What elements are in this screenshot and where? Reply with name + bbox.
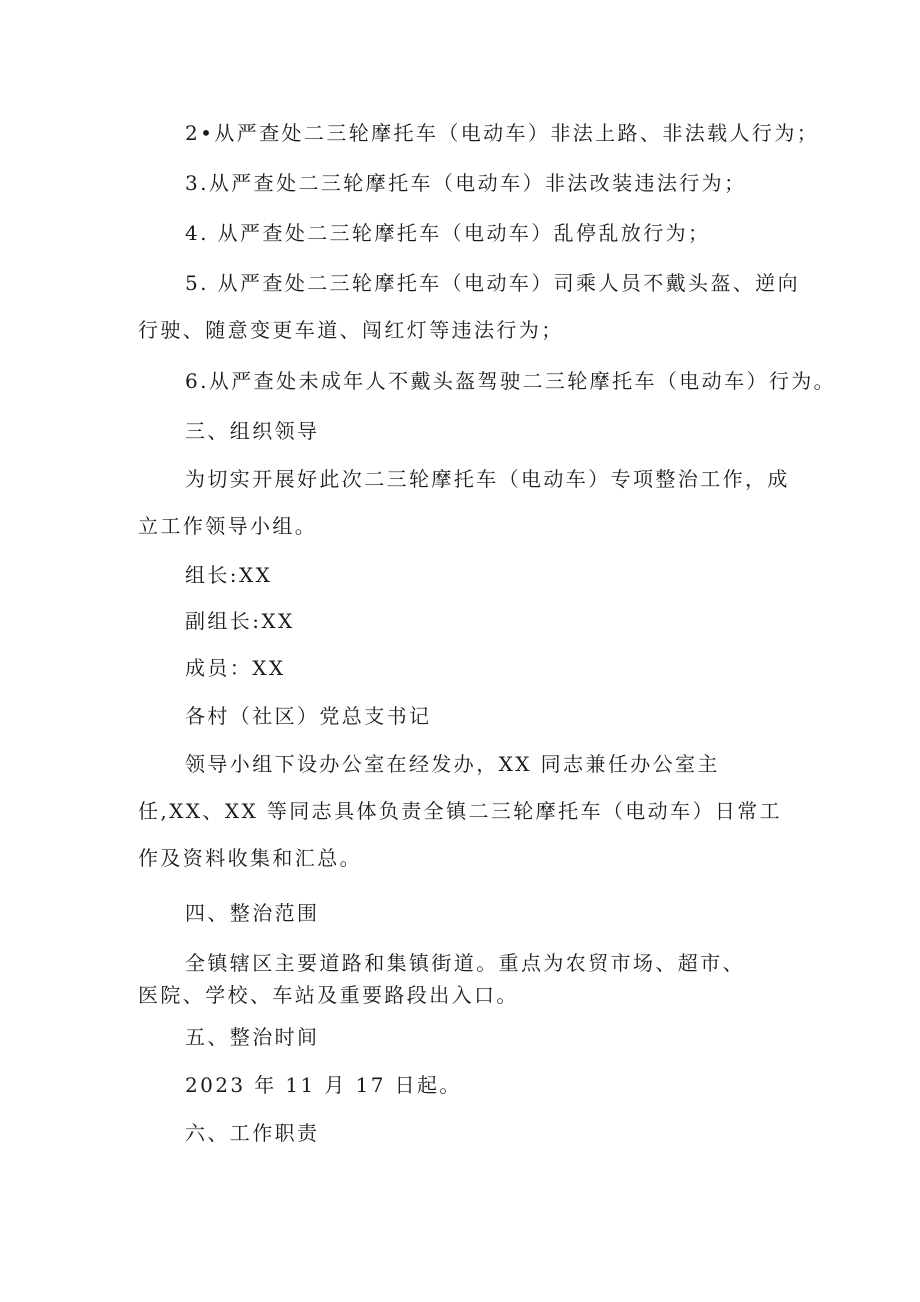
leader-line: 组长:XX bbox=[185, 563, 273, 587]
section3-heading: 三、组织领导 bbox=[185, 419, 320, 443]
item-2: 2•从严查处二三轮摩托车（电动车）非法上路、非法载人行为； bbox=[185, 121, 820, 145]
section6-heading: 六、工作职责 bbox=[185, 1121, 320, 1145]
item-6: 6.从严查处未成年人不戴头盔驾驶二三轮摩托车（电动车）行为。 bbox=[185, 369, 837, 393]
section4-body-line2: 医院、学校、车站及重要路段出入口。 bbox=[138, 983, 519, 1007]
item-3: 3.从严查处二三轮摩托车（电动车）非法改装违法行为； bbox=[185, 171, 747, 195]
section5-heading: 五、整治时间 bbox=[185, 1025, 320, 1049]
section4-body-line1: 全镇辖区主要道路和集镇街道。重点为农贸市场、超市、 bbox=[185, 951, 745, 975]
section4-heading: 四、整治范围 bbox=[185, 901, 320, 925]
item-5: 5. 从严查处二三轮摩托车（电动车）司乘人员不戴头盔、逆向行驶、随意变更车道、闯红灯等违法行为； bbox=[138, 271, 801, 342]
members-line: 成员：XX bbox=[185, 656, 286, 680]
item-4: 4. 从严查处二三轮摩托车（电动车）乱停乱放行为； bbox=[185, 221, 711, 245]
office-paragraph: 领导小组下设办公室在经发办，XX 同志兼任办公室主任,XX、XX 等同志具体负责全镇二三轮摩托车（电动车）日常工作及资料收集和汇总。 bbox=[138, 752, 783, 870]
members-detail: 各村（社区）党总支书记 bbox=[185, 704, 432, 728]
section5-body: 2023 年 11 月 17 日起。 bbox=[185, 1073, 462, 1097]
deputy-leader-line: 副组长:XX bbox=[185, 609, 295, 633]
section3-intro: 为切实开展好此次二三轮摩托车（电动车）专项整治工作，成立工作领导小组。 bbox=[138, 467, 790, 538]
